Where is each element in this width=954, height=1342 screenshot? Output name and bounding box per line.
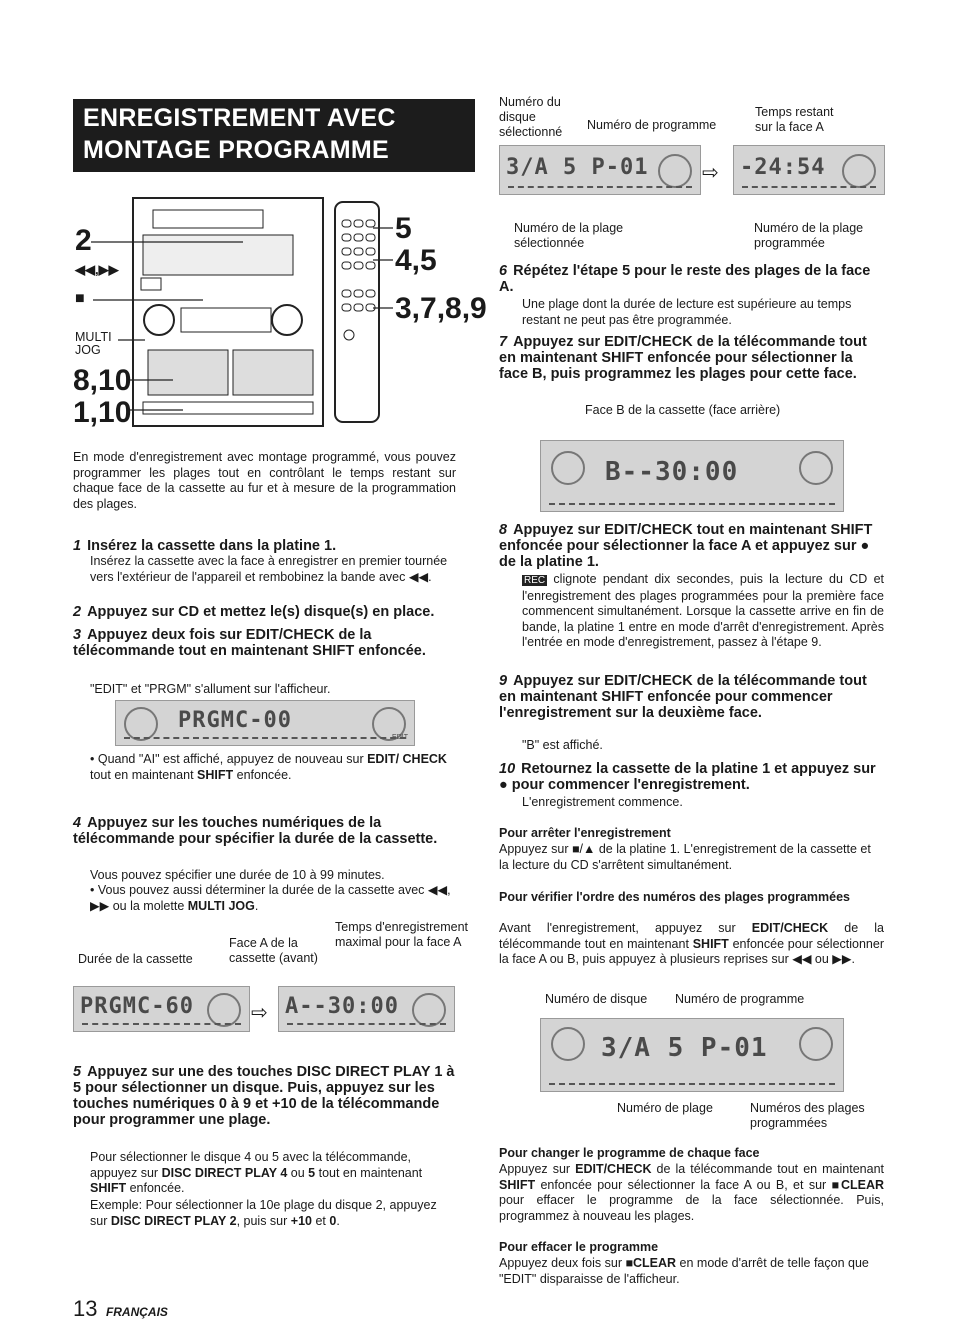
sec-change-post: pour effacer le programme de la face sélectionnée. Puis, programmez à nouveau les plages. (499, 1193, 884, 1223)
sec-erase-post: en mode d'arrêt de telle façon que "EDIT" disparaisse de l'afficheur. (499, 1256, 869, 1286)
step-7-num: 7 (499, 334, 508, 350)
callout-1-10: 1,10 (73, 396, 132, 429)
step-10-num: 10 (499, 761, 516, 777)
step-4-body: Vous pouvez spécifier une durée de 10 à 99 minutes. (90, 868, 385, 882)
step-3-body: "EDIT" et "PRGM" s'allument sur l'afficheur. (90, 682, 331, 696)
step-6-title-text: Répétez l'étape 5 pour le reste des plages de la face A. (499, 263, 871, 295)
device-figure (73, 180, 487, 435)
step-3-num: 3 (73, 627, 82, 643)
lcd-face-b-text: B--30:00 (605, 457, 739, 487)
fig-top-label-prog: Numéro de programme (587, 118, 717, 132)
footer-language: FRANÇAIS (105, 1305, 168, 1319)
step-5-ex-pre: Exemple: Pour sélectionner la 10e plage du disque 2, appuyez sur (90, 1198, 437, 1228)
lcd-display-remaining (733, 145, 885, 195)
callout-skip: ◀◀,▶▶ (75, 262, 119, 277)
step-5-example (90, 1198, 456, 1229)
step-7-fig-label: Face B de la cassette (face arrière) (585, 403, 781, 417)
step-10-title (499, 761, 884, 793)
step-5-body-b3: SHIFT (90, 1181, 127, 1195)
sec-verify-label-disque: Numéro de disque (545, 992, 648, 1006)
cassette-reel-icon (842, 154, 876, 188)
step-5-ex-b1: DISC DIRECT PLAY 2 (110, 1213, 237, 1228)
step-1-title-text: Insérez la cassette dans la platine 1. (87, 538, 337, 554)
lcd-remaining-text: -24:54 (740, 155, 826, 180)
step-6-body: Une plage dont la durée de lecture est supérieure au temps restant ne peut pas être programmée. (522, 297, 852, 327)
arrow-right-icon: ⇨ (251, 1002, 268, 1024)
fig-top-label-plage-sel: Numéro de la plage sélectionnée (514, 221, 624, 250)
sec-verify-label-plages: Numéros des plages programmées (750, 1101, 865, 1130)
step-2-title (73, 604, 463, 620)
step-5-body (90, 1150, 456, 1197)
step-5-ex-post: . (336, 1213, 340, 1228)
lcd-dash-line (549, 1081, 835, 1085)
step-5-body-pre: Pour sélectionner le disque 4 ou 5 avec la télécommande, appuyez sur (90, 1150, 412, 1180)
lcd-display-program (499, 145, 701, 195)
sec-change-mid2: enfoncée pour sélectionner la face A ou B, et sur (535, 1177, 832, 1192)
step-3-title-text: Appuyez deux fois sur EDIT/CHECK de la télécommande tout en maintenant SHIFT enfoncée. (73, 627, 426, 659)
bullet-ai-b1: EDIT/ CHECK (367, 752, 447, 766)
step-8-body (522, 572, 884, 651)
bullet-ai (90, 752, 456, 783)
sec-verify-body (499, 921, 884, 968)
cassette-reel-icon (799, 451, 833, 485)
sec-verify-label-plage: Numéro de plage (617, 1101, 713, 1115)
sec-verify-b2: SHIFT (692, 936, 729, 951)
step-5-title-text: Appuyez sur une des touches DISC DIRECT PLAY 1 à 5 pour sélectionner un disque. Puis, appuyez sur les touches numériques 0 à 9 et +10 de la télécommande pour programmer une plage. (73, 1064, 455, 1128)
page-footer (73, 1296, 168, 1322)
lcd-dash-line (287, 1021, 446, 1025)
fig-top-label-disque: Numéro du disque sélectionné (499, 95, 563, 139)
step-1-body: Insérez la cassette avec la face à enregistrer en premier tournée vers l'extérieur de l'appareil et rembobinez la bande avec ◀◀. (90, 554, 448, 584)
callout-r3789: 3,7,8,9 (395, 292, 487, 325)
step-6-num: 6 (499, 263, 508, 279)
step-5-body-b2: 5 (308, 1165, 316, 1180)
sec-verify-post: enfoncée pour sélectionner la face A ou B, puis appuyez à plusieurs reprises sur ◀◀ ou ▶▶. (499, 936, 884, 966)
sec-change-title: Pour changer le programme de chaque face (499, 1146, 760, 1160)
fig-top-label-plage-prog: Numéro de la plage programmée (754, 221, 864, 250)
lcd-dash-line (124, 735, 406, 739)
lcd-display-duration (73, 986, 250, 1032)
sec-erase-b1: ■CLEAR (625, 1256, 677, 1270)
callout-stop: ■ (75, 290, 85, 307)
disc-icon (551, 1027, 585, 1061)
sec-stop-body: Appuyez sur ■/▲ de la platine 1. L'enregistrement de la cassette et la lecture du CD s'arrêtent simultanément. (499, 842, 871, 872)
title-line-1: ENREGISTREMENT AVEC (83, 104, 396, 132)
callout-jog: JOG (75, 343, 101, 357)
step-5-ex-b2: +10 (290, 1213, 312, 1228)
step-8-title-text: Appuyez sur EDIT/CHECK tout en maintenant SHIFT enfoncée pour sélectionner la face A et appuyez sur ● de la platine 1. (499, 522, 873, 570)
lcd-dash-line (508, 184, 692, 188)
sec-change-mid: de la télécommande tout en maintenant (651, 1162, 884, 1176)
bullet-ai-post: enfoncée. (233, 767, 292, 782)
callout-r5: 5 (395, 212, 412, 245)
callout-8-10: 8,10 (73, 364, 132, 397)
step-2-num: 2 (73, 604, 82, 620)
step-3-title (73, 627, 456, 659)
step-1-num: 1 (73, 538, 82, 554)
lcd-dash-line (549, 501, 835, 505)
lcd-face-a-text: A--30:00 (285, 994, 399, 1019)
step-4-bullet (90, 883, 456, 914)
bullet-ai-pre: • Quand "AI" est affiché, appuyez de nouveau sur (90, 752, 368, 766)
page-number: 13 (73, 1296, 98, 1321)
lcd-edit-indicator: EDIT (392, 734, 408, 741)
step-9-title-text: Appuyez sur EDIT/CHECK de la télécommande tout en maintenant SHIFT enfoncée pour commencer l'enregistrement sur la deuxième face. (499, 673, 867, 721)
fig4-label-face: Face A de la cassette (avant) (229, 936, 318, 965)
sec-verify-title: Pour vérifier l'ordre des numéros des plages programmées (499, 890, 851, 904)
sec-change-b3: ■CLEAR (831, 1177, 885, 1192)
bullet-ai-b2: SHIFT (197, 767, 234, 782)
fig-top-label-temps: Temps restant sur la face A (755, 105, 834, 134)
step-4-num: 4 (73, 815, 82, 831)
lcd-display-face-a (278, 986, 455, 1032)
step-9-body: "B" est affiché. (522, 738, 603, 752)
step-2-title-text: Appuyez sur CD et mettez le(s) disque(s) en place. (87, 604, 435, 620)
step-5-body-mid: ou (287, 1165, 309, 1180)
sec-change-pre: Appuyez sur (499, 1162, 576, 1176)
sec-change-body (499, 1162, 884, 1224)
title-line-2: MONTAGE PROGRAMME (83, 136, 390, 164)
sec-stop-title: Pour arrêter l'enregistrement (499, 826, 671, 840)
intro-text: En mode d'enregistrement avec montage programmé, vous pouvez programmer les plages tout en contrôlant le temps restant sur chaque face de la cassette au fur et à mesure de la programmation des plages. (73, 450, 456, 511)
fig4-label-temps: Temps d'enregistrement maximal pour la face A (335, 920, 469, 949)
lcd-dash-line (742, 184, 876, 188)
step-4-title (73, 815, 456, 847)
lcd-display-face-b (540, 440, 844, 512)
step-7-title (499, 334, 884, 382)
step-4-bullet-pre: • Vous pouvez aussi déterminer la durée de la cassette avec ◀◀, ▶▶ ou la molette (90, 883, 451, 913)
step-5-num: 5 (73, 1064, 82, 1080)
sec-change-b1: EDIT/CHECK (575, 1162, 652, 1176)
step-9-num: 9 (499, 673, 508, 689)
callout-r45: 4,5 (395, 244, 437, 277)
cassette-reel-icon (799, 1027, 833, 1061)
sec-verify-b1: EDIT/CHECK (751, 921, 829, 935)
section-title (73, 99, 475, 172)
disc-icon (551, 451, 585, 485)
step-5-ex-b3: 0 (329, 1213, 337, 1228)
lcd-verify-text: 3/A 5 P-01 (601, 1033, 768, 1063)
lcd-prgm-text: PRGMC-00 (178, 708, 292, 733)
step-5-ex-mid2: et (311, 1213, 330, 1228)
sec-change-b2: SHIFT (499, 1177, 536, 1192)
fig4-label-duree: Durée de la cassette (78, 952, 193, 966)
bullet-ai-mid: tout en maintenant (90, 767, 198, 782)
lcd-display-prgm (115, 700, 415, 746)
cassette-reel-icon (658, 154, 692, 188)
lcd-display-verify (540, 1018, 844, 1092)
step-7-title-text: Appuyez sur EDIT/CHECK de la télécommande tout en maintenant SHIFT enfoncée pour sélectionner la face B, puis programmez les plages pour cette face. (499, 334, 867, 382)
sec-erase-pre: Appuyez deux fois sur (499, 1256, 626, 1270)
callout-multi: MULTI (75, 330, 112, 344)
step-1-title (73, 538, 456, 554)
sec-verify-mid: de la télécommande tout en maintenant (499, 921, 884, 951)
sec-verify-pre: Avant l'enregistrement, appuyez sur (499, 921, 752, 935)
step-4-title-text: Appuyez sur les touches numériques de la télécommande pour spécifier la durée de la cassette. (73, 815, 438, 847)
sec-verify-label-prog: Numéro de programme (675, 992, 805, 1006)
step-10-body: L'enregistrement commence. (522, 795, 683, 809)
step-5-ex-mid: , puis sur (236, 1213, 291, 1228)
callout-2: 2 (75, 224, 92, 257)
rec-indicator: REC (524, 575, 546, 586)
step-5-body-mid2: tout en maintenant (315, 1165, 423, 1180)
step-5-body-b1: DISC DIRECT PLAY 4 (161, 1165, 288, 1180)
step-8-title (499, 522, 884, 570)
step-8-body-text: clignote pendant dix secondes, puis la lecture du CD et l'enregistrement des plages programmées pour la première face commencent simultanément. Lorsque la cassette arrive en fin de bande, la platine 1 entre en mode d'arrêt d'enregistrement. Après l'entrée en mode d'enregistrement, passez à l'étape 9. (522, 572, 884, 649)
step-9-title (499, 673, 884, 721)
step-4-bullet-post: . (254, 898, 259, 913)
lcd-program-text: 3/A 5 P-01 (506, 155, 649, 180)
step-8-num: 8 (499, 522, 508, 538)
step-5-body-post: enfoncée. (126, 1181, 185, 1195)
sec-erase-title: Pour effacer le programme (499, 1240, 659, 1254)
lcd-dash-line (82, 1021, 241, 1025)
lcd-duration-text: PRGMC-60 (80, 994, 194, 1019)
sec-erase-body (499, 1256, 884, 1287)
arrow-right-icon: ⇨ (702, 162, 719, 184)
step-4-bullet-b: MULTI JOG (187, 898, 255, 913)
step-5-title (73, 1064, 456, 1128)
step-6-title (499, 263, 884, 295)
step-10-title-text: Retournez la cassette de la platine 1 et appuyez sur ● pour commencer l'enregistrement. (499, 761, 876, 793)
